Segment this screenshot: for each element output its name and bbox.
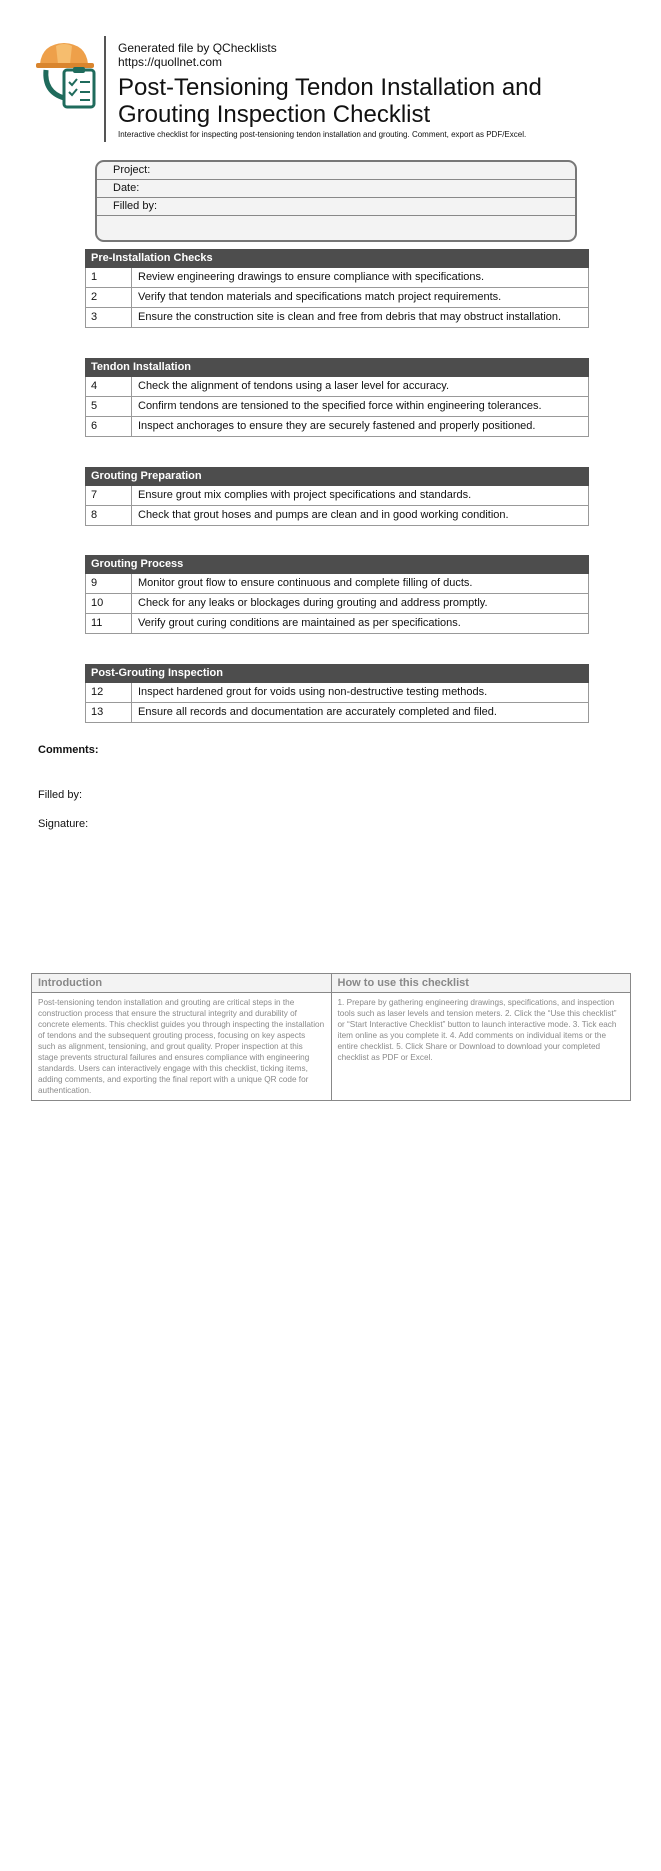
item-text: Verify that tendon materials and specifications match project requirements. — [138, 291, 502, 303]
item-text: Check that grout hoses and pumps are clean and in good working condition. — [138, 509, 509, 521]
checklist-row[interactable] — [85, 308, 589, 328]
item-text: Review engineering drawings to ensure compliance with specifications. — [138, 271, 485, 283]
item-number: 7 — [86, 486, 132, 505]
item-number: 11 — [86, 614, 132, 633]
how-to-text: 1. Prepare by gathering engineering drawings, specifications, and inspection tools such as laser levels and tension meters. 2. Click the “Use this checklist” or “Start Interactive Checklist” button to launch interactive mode. 3. Tick each item online as you complete it. 4. Add comments on individual items or the entire checklist. 5. Click Share or Download to download your completed checklist as PDF or Excel. — [337, 998, 617, 1062]
source-url-link[interactable]: https://quollnet.com — [118, 55, 223, 69]
header-text — [118, 41, 638, 140]
signature-label: Signature: — [38, 818, 89, 830]
date-field[interactable]: Date: — [97, 180, 575, 198]
item-text: Confirm tendons are tensioned to the specified force within engineering tolerances. — [138, 400, 542, 412]
section-post-grouting — [85, 664, 589, 723]
item-text: Verify grout curing conditions are maintained as per specifications. — [138, 617, 461, 629]
section-grouting-process — [85, 555, 589, 634]
checklist-row[interactable] — [85, 506, 589, 526]
item-text: Inspect anchorages to ensure they are securely fastened and properly positioned. — [138, 420, 536, 432]
checklist-row[interactable] — [85, 417, 589, 437]
item-text: Inspect hardened grout for voids using non-destructive testing methods. — [138, 686, 488, 698]
checklist-row[interactable] — [85, 486, 589, 506]
page-title: Post-Tensioning Tendon Installation and Grouting Inspection Checklist — [118, 74, 542, 128]
how-to-heading: How to use this checklist — [332, 974, 631, 993]
how-to-column — [332, 974, 631, 1100]
checklist-row[interactable] — [85, 377, 589, 397]
project-info-box — [95, 160, 577, 242]
item-text: Check the alignment of tendons using a laser level for accuracy. — [138, 380, 450, 392]
project-blank-row — [97, 216, 575, 233]
item-number: 6 — [86, 417, 132, 436]
filled-by-field[interactable]: Filled by: — [97, 198, 575, 216]
item-text: Ensure the construction site is clean and free from debris that may obstruct installation. — [138, 311, 562, 323]
section-pre-installation — [85, 249, 589, 328]
section-tendon-installation — [85, 358, 589, 437]
info-table — [31, 973, 631, 1101]
checklist-row[interactable] — [85, 614, 589, 634]
hardhat-checklist-logo-icon — [34, 40, 104, 112]
item-text: Ensure grout mix complies with project specifications and standards. — [138, 489, 472, 501]
checklist-row[interactable] — [85, 703, 589, 723]
section-header: Tendon Installation — [85, 358, 589, 377]
item-number: 5 — [86, 397, 132, 416]
introduction-heading: Introduction — [32, 974, 331, 993]
section-header: Grouting Preparation — [85, 467, 589, 486]
project-field[interactable]: Project: — [97, 162, 575, 180]
comments-label: Comments: — [38, 744, 99, 756]
generated-by-text: Generated file by QChecklists — [118, 41, 277, 55]
checklist-row[interactable] — [85, 574, 589, 594]
page-subtitle: Interactive checklist for inspecting post-tensioning tendon installation and grouting. Comment, export as PDF/Excel. — [118, 130, 527, 139]
section-header: Pre-Installation Checks — [85, 249, 589, 268]
item-text: Ensure all records and documentation are accurately completed and filed. — [138, 706, 497, 718]
filled-by-label: Filled by: — [38, 789, 83, 801]
item-number: 12 — [86, 683, 132, 702]
item-number: 9 — [86, 574, 132, 593]
item-number: 8 — [86, 506, 132, 525]
section-grouting-preparation — [85, 467, 589, 526]
checklist-row[interactable] — [85, 397, 589, 417]
checklist-row[interactable] — [85, 594, 589, 614]
section-header: Post-Grouting Inspection — [85, 664, 589, 683]
checklist-row[interactable] — [85, 268, 589, 288]
item-text: Monitor grout flow to ensure continuous and complete filling of ducts. — [138, 577, 473, 589]
item-text: Check for any leaks or blockages during grouting and address promptly. — [138, 597, 488, 609]
checklist-row[interactable] — [85, 683, 589, 703]
item-number: 10 — [86, 594, 132, 613]
item-number: 1 — [86, 268, 132, 287]
checklist-row[interactable] — [85, 288, 589, 308]
item-number: 3 — [86, 308, 132, 327]
section-header: Grouting Process — [85, 555, 589, 574]
item-number: 2 — [86, 288, 132, 307]
document-header — [34, 36, 634, 144]
item-number: 13 — [86, 703, 132, 722]
header-divider — [104, 36, 106, 142]
introduction-text: Post-tensioning tendon installation and grouting are critical steps in the construction process that ensure the structural integrity and durability of concrete elements. This checklist guides you through inspecting the installation of tendons and the subsequent grouting process, focusing on key aspects such as alignment, tensioning, and grout quality. Proper inspection at this stage prevents structural failures and ensures compliance with engineering standards. Users can interactively engage with this checklist, ticking items, adding comments, and exporting the final report with a unique QR code for authentication. — [38, 998, 325, 1095]
item-number: 4 — [86, 377, 132, 396]
introduction-column — [32, 974, 332, 1100]
